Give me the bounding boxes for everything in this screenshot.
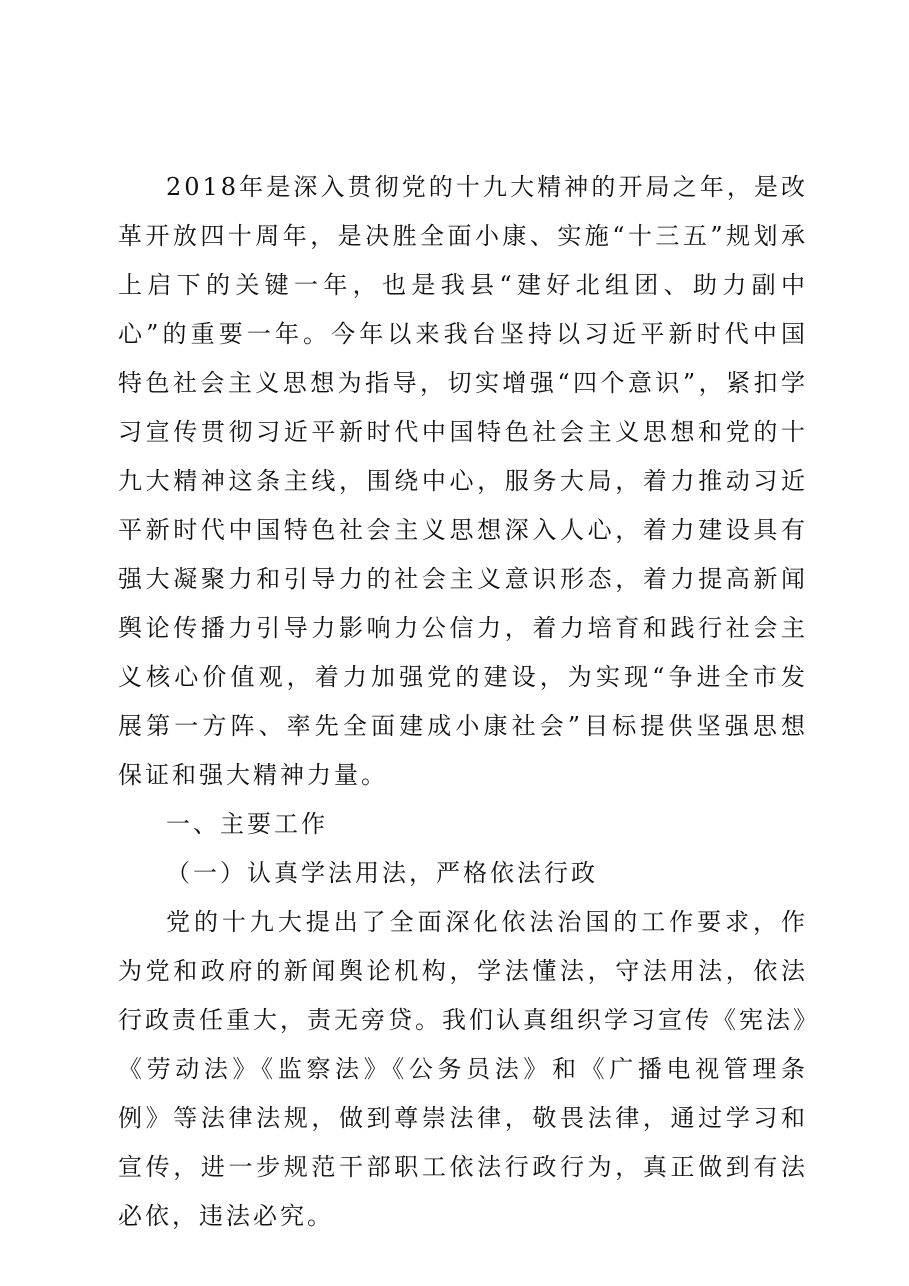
section-heading: 一、主要工作	[166, 810, 328, 838]
intro-paragraph: 2018年是深入贯彻党的十九大精神的开局之年，是改革开放四十周年，是决胜全面小康、实施“十三五”规划承上启下的关键一年，也是我县“建好北组团、助力副中心”的重要一年。今年以来我台坚持以习近平新时代中国特色社会主义思想为指导，切实增强“四个意识”，紧扣学习宣传贯彻习近平新时代中国特色社会主义思想和党的十九大精神这条主线，围绕中心，服务大局，着力推动习近平新时代中国特色社会主义思想深入人心，着力建设具有强大凝聚力和引导力的社会主义意识形态，着力提高新闻舆论传播力引导力影响力公信力，着力培育和践行社会主义核心价值观，着力加强党的建设，为实现“争进全市发展第一方阵、率先全面建成小康社会”目标提供坚强思想保证和强大精神力量。	[118, 173, 808, 789]
document-body	[118, 163, 808, 1241]
subsection-paragraph: 党的十九大提出了全面深化依法治国的工作要求，作为党和政府的新闻舆论机构，学法懂法，守法用法，依法行政责任重大，责无旁贷。我们认真组织学习宣传《宪法》《劳动法》《监察法》《公务员法》和《广播电视管理条例》等法律法规，做到尊崇法律，敬畏法律，通过学习和宣传，进一步规范干部职工依法行政行为，真正做到有法必依，违法必究。	[118, 908, 808, 1230]
subsection-heading: （一）认真学法用法，严格依法行政	[166, 859, 598, 887]
